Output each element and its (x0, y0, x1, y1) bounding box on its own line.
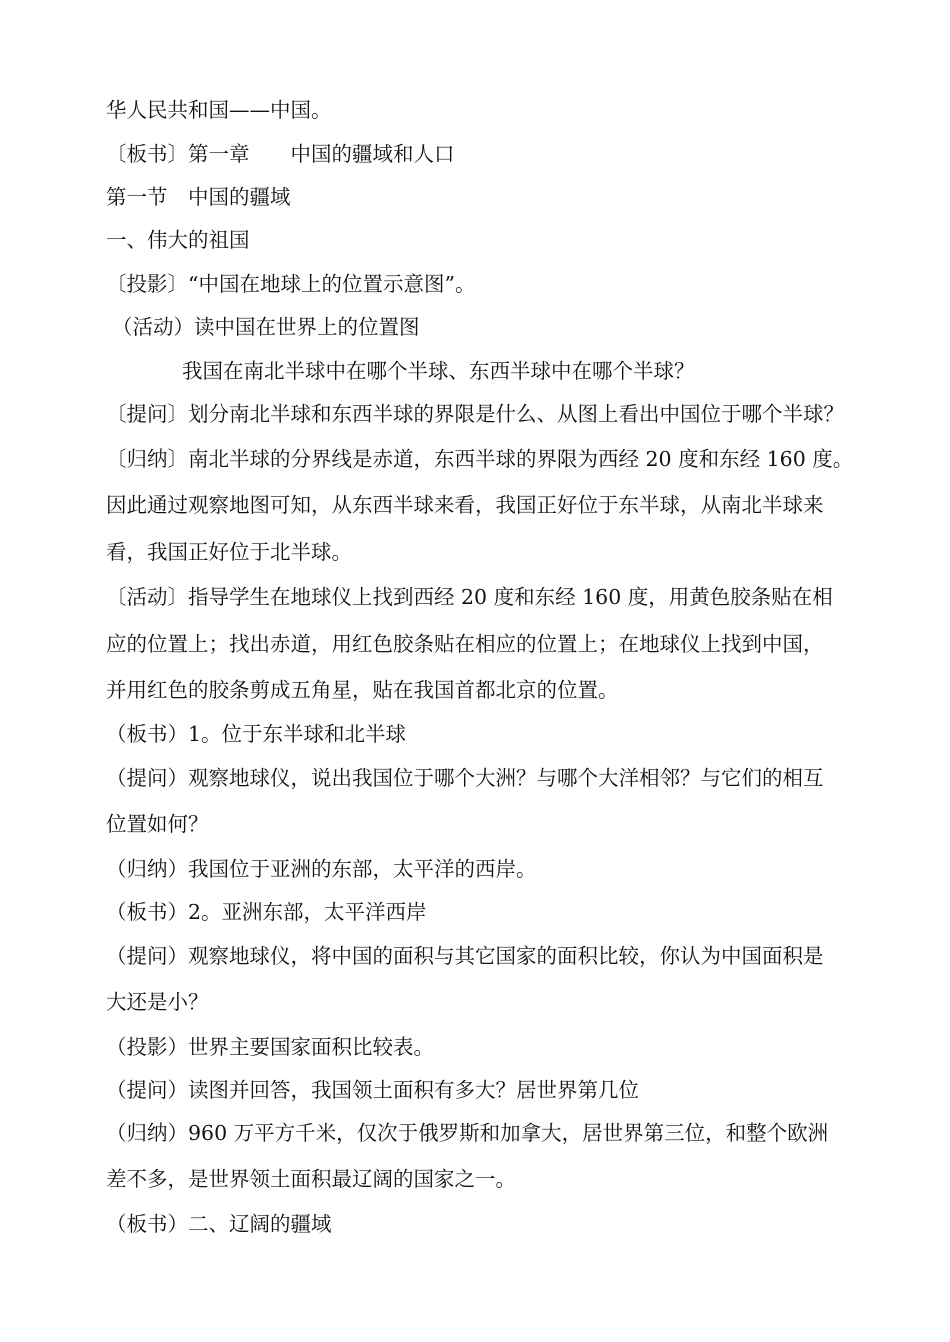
text-line: 看，我国正好位于北半球。 (106, 540, 352, 564)
text-line: （归纳）960 万平方千米，仅次于俄罗斯和加拿大，居世界第三位，和整个欧洲 (106, 1121, 829, 1145)
text-line: （提问）读图并回答，我国领土面积有多大？居世界第几位 (106, 1078, 639, 1102)
text-line: 〔活动〕指导学生在地球仪上找到西经 20 度和东经 160 度，用黄色胶条贴在相 (106, 585, 833, 609)
text-line: （提问）观察地球仪，将中国的面积与其它国家的面积比较，你认为中国面积是 (106, 944, 824, 968)
text-line: 第一节 中国的疆域 (106, 185, 291, 209)
text-line: 一、伟大的祖国 (106, 228, 250, 252)
text-line: 华人民共和国——中国。 (106, 98, 332, 122)
text-line: 大还是小？ (106, 990, 209, 1014)
text-line: 〔归纳〕南北半球的分界线是赤道，东西半球的界限为西经 20 度和东经 160 度。 (106, 447, 854, 471)
text-line: （投影）世界主要国家面积比较表。 (106, 1035, 434, 1059)
text-line: 〔投影〕“中国在地球上的位置示意图”。 (106, 272, 476, 296)
text-line: （板书）2。亚洲东部，太平洋西岸 (106, 900, 427, 924)
text-line: 位置如何？ (106, 812, 209, 836)
text-line: 〔板书〕第一章 中国的疆域和人口 (106, 142, 455, 166)
text-line: 我国在南北半球中在哪个半球、东西半球中在哪个半球？ (182, 359, 695, 383)
text-line: 应的位置上；找出赤道，用红色胶条贴在相应的位置上；在地球仪上找到中国， (106, 632, 824, 656)
text-line: 因此通过观察地图可知，从东西半球来看，我国正好位于东半球，从南北半球来 (106, 493, 824, 517)
text-line: （板书）1。位于东半球和北半球 (106, 722, 407, 746)
text-line: （板书）二、辽阔的疆域 (106, 1212, 332, 1236)
text-line: （活动）读中国在世界上的位置图 (112, 315, 420, 339)
text-line: 并用红色的胶条剪成五角星，贴在我国首都北京的位置。 (106, 678, 619, 702)
text-line: （归纳）我国位于亚洲的东部，太平洋的西岸。 (106, 857, 537, 881)
text-line: 〔提问〕划分南北半球和东西半球的界限是什么、从图上看出中国位于哪个半球？ (106, 402, 844, 426)
text-line: 差不多，是世界领土面积最辽阔的国家之一。 (106, 1167, 516, 1191)
text-line: （提问）观察地球仪，说出我国位于哪个大洲？与哪个大洋相邻？与它们的相互 (106, 766, 824, 790)
